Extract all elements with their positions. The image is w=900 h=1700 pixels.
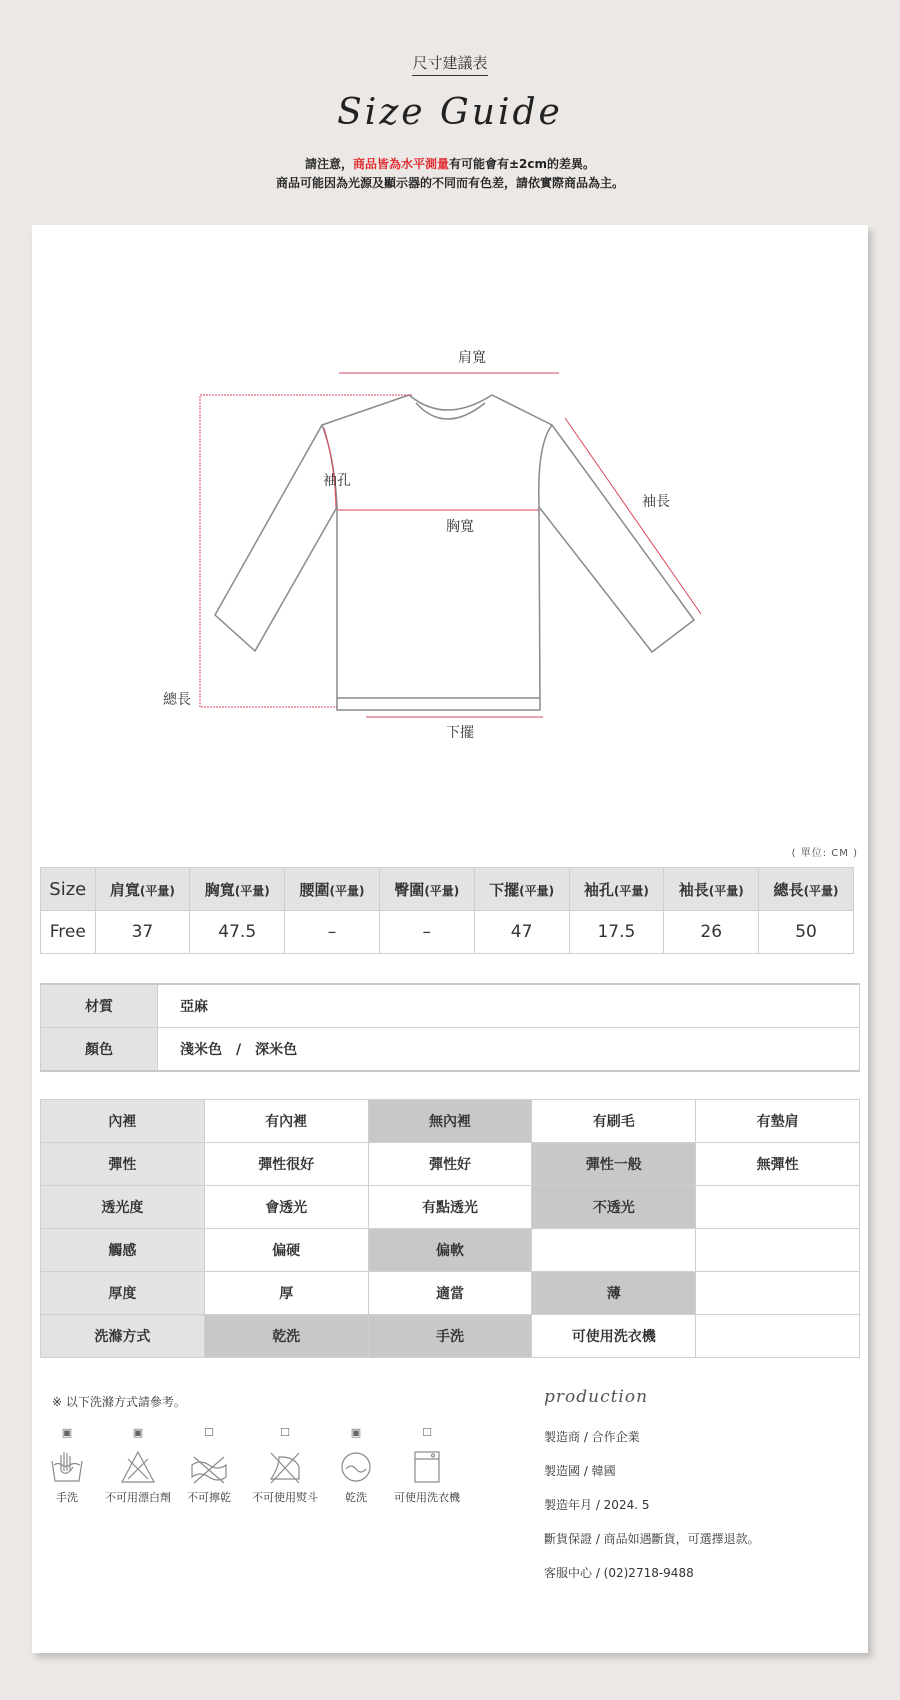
- production-guarantee: 斷貨保證 / 商品如遇斷貨，可選擇退款。: [544, 1532, 760, 1546]
- notice-highlight: 商品皆為水平測量: [352, 157, 449, 171]
- size-table-row: [41, 911, 854, 954]
- production-title: production: [544, 1387, 649, 1407]
- care-mark: ☐: [204, 1426, 214, 1439]
- washing-machine-icon: [409, 1449, 445, 1485]
- size-cell: 47.5: [190, 911, 285, 954]
- attribute-option: 彈性很好: [204, 1143, 368, 1186]
- notice-text: [0, 155, 900, 193]
- attribute-option: [696, 1272, 860, 1315]
- attribute-option: [696, 1229, 860, 1272]
- label-chest: 胸寬: [446, 519, 474, 535]
- attribute-row: [41, 1100, 860, 1143]
- no-wring-icon: [190, 1449, 228, 1485]
- size-cell: 17.5: [569, 911, 664, 954]
- attribute-option: 可使用洗衣機: [532, 1315, 696, 1358]
- attribute-label: 內裡: [41, 1100, 205, 1143]
- size-cell: 37: [95, 911, 190, 954]
- attribute-row: [41, 1272, 860, 1315]
- label-hem: 下擺: [446, 725, 474, 741]
- armhole-measure-line: [324, 428, 336, 508]
- care-mark: ▣: [350, 1426, 362, 1439]
- no-iron-icon: [267, 1449, 303, 1485]
- care-item-washing-machine: [389, 1425, 465, 1505]
- hand-wash-icon: [49, 1449, 85, 1485]
- size-cell-name: Free: [41, 911, 96, 954]
- care-mark: ▣: [132, 1426, 144, 1439]
- attribute-option-selected: 手洗: [368, 1315, 532, 1358]
- size-col-header: 下擺(平量): [474, 868, 569, 911]
- material-value: 亞麻: [158, 984, 860, 1028]
- production-country: 製造國 / 韓國: [544, 1464, 616, 1478]
- size-guide-card: [32, 225, 868, 1653]
- care-mark: ☐: [280, 1426, 290, 1439]
- size-col-header: 肩寬(平量): [95, 868, 190, 911]
- attribute-row: [41, 1143, 860, 1186]
- label-armhole: 袖孔: [323, 473, 351, 489]
- production-date: 製造年月 / 2024. 5: [544, 1498, 650, 1512]
- notice-line-2: 商品可能因為光源及顯示器的不同而有色差，請依實際商品為主。: [275, 176, 624, 190]
- garment-diagram: [32, 225, 868, 785]
- unit-note: ( 單位: CM ): [791, 848, 858, 859]
- care-label: 乾洗: [345, 1491, 367, 1504]
- size-table-header: [41, 868, 854, 911]
- attribute-option: [696, 1186, 860, 1229]
- material-row: [41, 984, 860, 1028]
- attribute-label: 厚度: [41, 1272, 205, 1315]
- attribute-option: 無彈性: [696, 1143, 860, 1186]
- care-note: ※ 以下洗滌方式請參考。: [52, 1395, 186, 1409]
- attribute-option: 有刷毛: [532, 1100, 696, 1143]
- size-header-label: Size: [41, 868, 96, 911]
- label-length: 總長: [163, 692, 191, 708]
- material-table: [40, 983, 860, 1072]
- production-service: 客服中心 / (02)2718-9488: [544, 1566, 694, 1580]
- attribute-option-selected: 彈性一般: [532, 1143, 696, 1186]
- color-row: [41, 1028, 860, 1072]
- attribute-label: 彈性: [41, 1143, 205, 1186]
- label-shoulder: 肩寬: [458, 350, 486, 366]
- attribute-row: [41, 1229, 860, 1272]
- no-bleach-icon: [120, 1449, 156, 1485]
- sleeve-measure-line: [565, 418, 701, 614]
- size-cell: 47: [474, 911, 569, 954]
- sweater-left-sleeve: [215, 425, 337, 651]
- attribute-option: 厚: [204, 1272, 368, 1315]
- size-col-header: 胸寬(平量): [190, 868, 285, 911]
- attribute-row: [41, 1315, 860, 1358]
- page-title: Size Guide: [337, 92, 563, 133]
- care-label: 不可使用熨斗: [252, 1491, 318, 1504]
- size-table: [40, 867, 854, 954]
- attribute-option-selected: 無內裡: [368, 1100, 532, 1143]
- page-subtitle: 尺寸建議表: [0, 52, 900, 73]
- color-value: 淺米色 / 深米色: [158, 1028, 860, 1072]
- production-manufacturer: 製造商 / 合作企業: [544, 1430, 640, 1444]
- material-label: 材質: [41, 984, 158, 1028]
- care-label: 不可用漂白劑: [105, 1491, 171, 1504]
- attribute-option: 有內裡: [204, 1100, 368, 1143]
- notice-line-1: 請注意，商品皆為水平測量有可能會有±2cm的差異。: [304, 157, 596, 171]
- attribute-option: 彈性好: [368, 1143, 532, 1186]
- length-measure-line: [200, 395, 412, 707]
- attribute-option: [532, 1229, 696, 1272]
- care-item-no-wring: [171, 1425, 247, 1505]
- size-cell: 26: [664, 911, 759, 954]
- care-mark: ▣: [61, 1426, 73, 1439]
- attribute-option: 偏硬: [204, 1229, 368, 1272]
- size-col-header: 袖長(平量): [664, 868, 759, 911]
- attribute-option-selected: 偏軟: [368, 1229, 532, 1272]
- attribute-option: 會透光: [204, 1186, 368, 1229]
- attribute-option-selected: 乾洗: [204, 1315, 368, 1358]
- size-cell: 50: [759, 911, 854, 954]
- size-col-header: 總長(平量): [759, 868, 854, 911]
- size-col-header: 臀圍(平量): [379, 868, 474, 911]
- attribute-row: [41, 1186, 860, 1229]
- size-col-header: 腰圍(平量): [285, 868, 380, 911]
- attribute-option: 適當: [368, 1272, 532, 1315]
- care-mark: ☐: [422, 1426, 432, 1439]
- attribute-label: 透光度: [41, 1186, 205, 1229]
- attribute-option: [696, 1315, 860, 1358]
- label-sleeve: 袖長: [642, 494, 670, 510]
- sweater-right-sleeve: [539, 425, 694, 652]
- sweater-outline: [322, 395, 552, 710]
- attribute-option: 有墊肩: [696, 1100, 860, 1143]
- care-label: 手洗: [56, 1491, 78, 1504]
- size-col-header: 袖孔(平量): [569, 868, 664, 911]
- attribute-option-selected: 不透光: [532, 1186, 696, 1229]
- color-label: 顏色: [41, 1028, 158, 1072]
- dry-clean-icon: [338, 1449, 374, 1485]
- attribute-label: 洗滌方式: [41, 1315, 205, 1358]
- attribute-table: [40, 1099, 860, 1358]
- attribute-option-selected: 薄: [532, 1272, 696, 1315]
- attribute-label: 觸感: [41, 1229, 205, 1272]
- care-label: 可使用洗衣機: [394, 1491, 460, 1504]
- size-cell: –: [285, 911, 380, 954]
- size-cell: –: [379, 911, 474, 954]
- attribute-option: 有點透光: [368, 1186, 532, 1229]
- care-label: 不可擰乾: [187, 1491, 231, 1504]
